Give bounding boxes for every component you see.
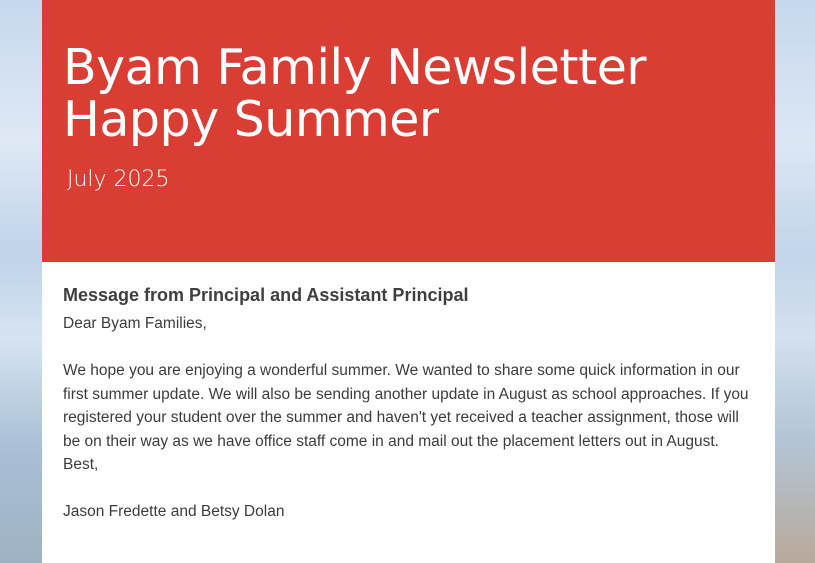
message-greeting: Dear Byam Families, — [63, 315, 207, 332]
message-signature: Jason Fredette and Betsy Dolan — [63, 503, 285, 520]
newsletter-subtitle: Happy Summer — [63, 91, 439, 148]
background-left — [0, 0, 42, 563]
background-right — [775, 0, 815, 563]
header-banner — [42, 0, 775, 262]
issue-date: July 2025 — [67, 167, 170, 192]
paragraph-spacer — [63, 477, 758, 501]
message-closing: Best, — [63, 456, 99, 473]
newsletter-card — [42, 0, 775, 563]
paragraph-spacer — [63, 336, 758, 360]
newsletter-title: Byam Family Newsletter — [63, 39, 647, 96]
message-section — [63, 282, 758, 524]
message-heading: Message from Principal and Assistant Principal — [63, 285, 469, 305]
message-body: We hope you are enjoying a wonderful summer. We wanted to share some quick information in our first summer update. We will also be sending another update in August as school approaches. If you registered your student over the summer and haven't yet received a teacher assignment, those will be on their way as we have office staff come in and mail out the placement letters out in August. — [63, 362, 749, 450]
